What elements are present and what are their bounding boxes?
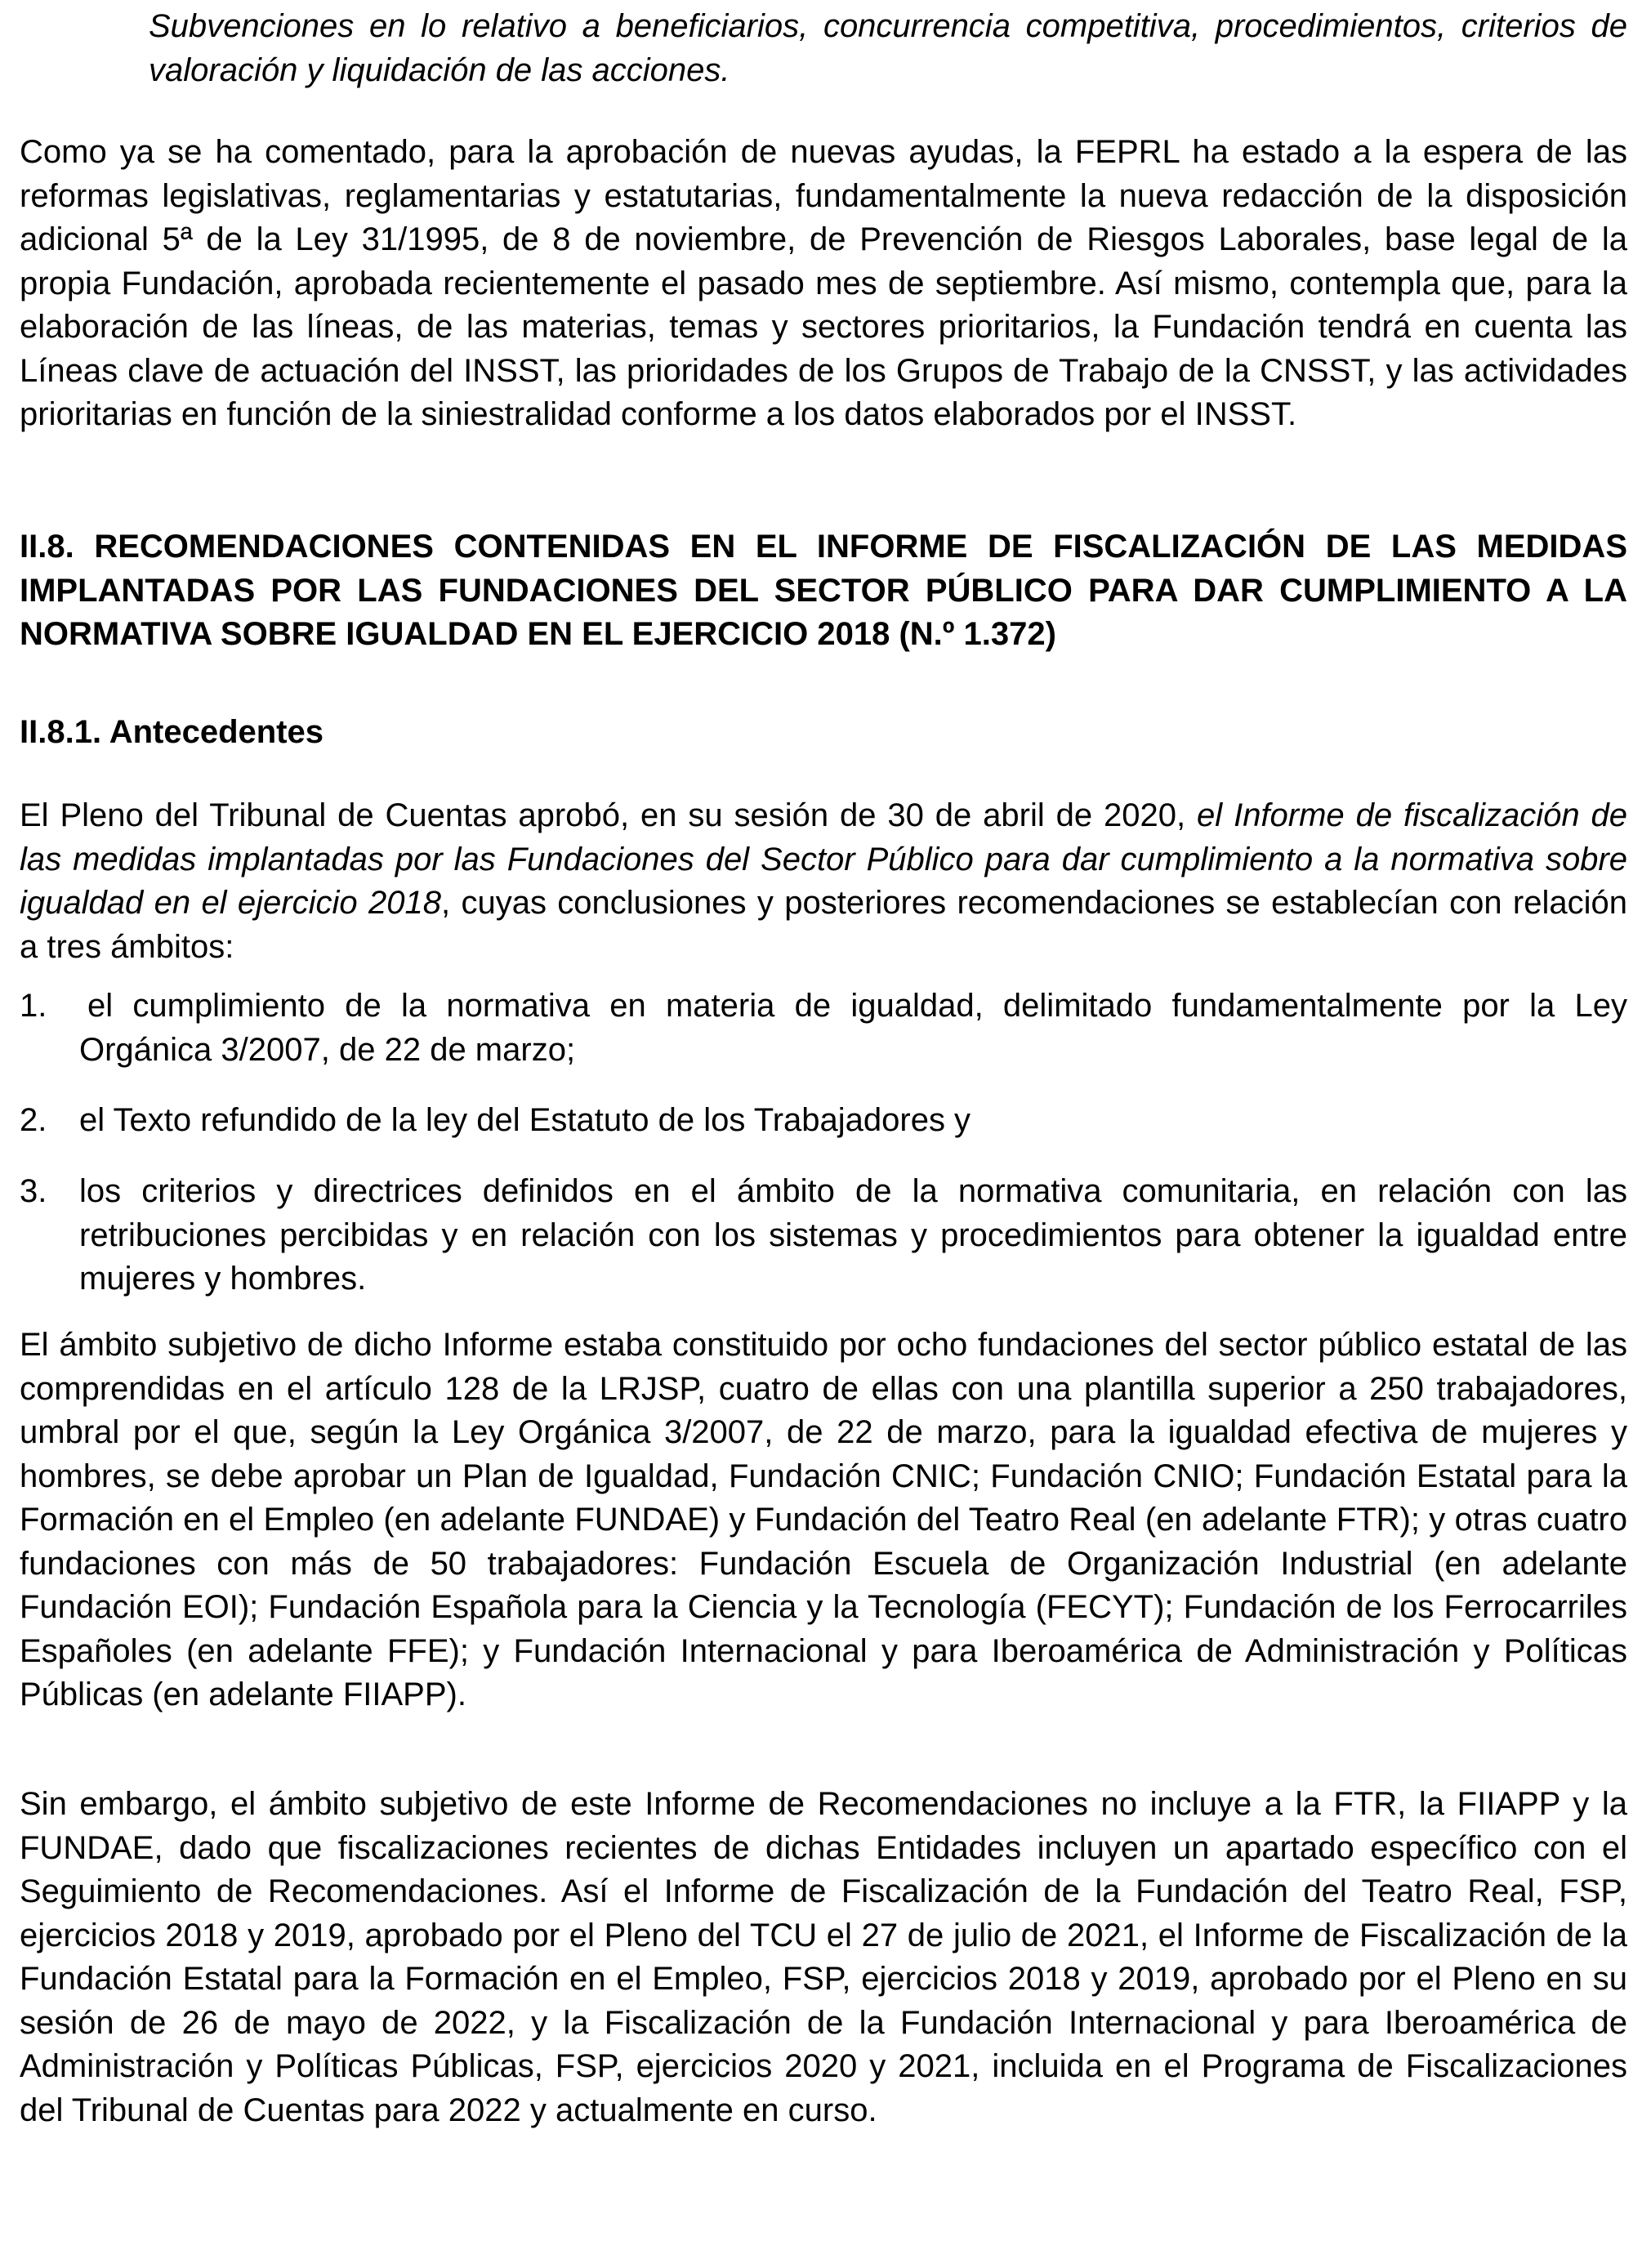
list-item-number: 2. xyxy=(20,1102,47,1138)
section-heading: II.8. RECOMENDACIONES CONTENIDAS EN EL INFORME DE FISCALIZACIÓN DE LAS MEDIDAS IMPLANTADAS POR LAS FUNDACIONES DEL SECTOR PÚBLICO PARA DAR CUMPLIMIENTO A LA NORMATIVA SOBRE IGUALDAD EN EL EJERCICIO 2018 (N.º 1.372) xyxy=(20,529,1627,652)
paragraph-feprl: Como ya se ha comentado, para la aprobación de nuevas ayudas, la FEPRL ha estado a la espera de las reformas legislativas, reglamentarias y estatutarias, fundamentalmente la nueva redacción de la disposición adicional 5ª de la Ley 31/1995, de 8 de noviembre, de Prevención de Riesgos Laborales, base legal de la propia Fundación, aprobada recientemente el pasado mes de septiembre. Así mismo, contempla que, para la elaboración de las líneas, de las materias, temas y sectores prioritarios, la Fundación tendrá en cuenta las Líneas clave de actuación del INSST, las prioridades de los Grupos de Trabajo de la CNSST, y las actividades prioritarias en función de la siniestralidad conforme a los datos elaborados por el INSST. xyxy=(20,134,1627,432)
paragraph-pleno xyxy=(20,794,1627,969)
list-item xyxy=(20,1170,1627,1301)
list-item-number: 1. xyxy=(20,988,47,1024)
list-item-number: 3. xyxy=(20,1173,47,1209)
subsection-heading: II.8.1. Antecedentes xyxy=(20,714,324,750)
intro-continuation: Subvenciones en lo relativo a beneficiarios, concurrencia competitiva, procedimientos, criterios de valoración y liquidación de las acciones. xyxy=(149,8,1627,88)
list-item xyxy=(20,1099,1627,1143)
list-item-text: el cumplimiento de la normativa en materia de igualdad, delimitado fundamentalmente por la Ley Orgánica 3/2007, de 22 de marzo; xyxy=(79,988,1627,1068)
list-item-text: los criterios y directrices definidos en el ámbito de la normativa comunitaria, en relación con las retribuciones percibidas y en relación con los sistemas y procedimientos para obtener la igualdad entre mujeres y hombres. xyxy=(79,1173,1627,1297)
paragraph-ambito: El ámbito subjetivo de dicho Informe estaba constituido por ocho fundaciones del sector público estatal de las comprendidas en el artículo 128 de la LRJSP, cuatro de ellas con una plantilla superior a 250 trabajadores, umbral por el que, según la Ley Orgánica 3/2007, de 22 de marzo, para la igualdad efectiva de mujeres y hombres, se debe aprobar un Plan de Igualdad, Fundación CNIC; Fundación CNIO; Fundación Estatal para la Formación en el Empleo (en adelante FUNDAE) y Fundación del Teatro Real (en adelante FTR); y otras cuatro fundaciones con más de 50 trabajadores: Fundación Escuela de Organización Industrial (en adelante Fundación EOI); Fundación Española para la Ciencia y la Tecnología (FECYT); Fundación de los Ferrocarriles Españoles (en adelante FFE); y Fundación Internacional y para Iberoamérica de Administración y Políticas Públicas (en adelante FIIAPP). xyxy=(20,1327,1627,1712)
paragraph-pleno-lead: El Pleno del Tribunal de Cuentas aprobó, en su sesión de 30 de abril de 2020, xyxy=(20,797,1198,833)
paragraph-sin-embargo: Sin embargo, el ámbito subjetivo de este Informe de Recomendaciones no incluye a la FTR, la FIIAPP y la FUNDAE, dado que fiscalizaciones recientes de dichas Entidades incluyen un apartado específico con el Seguimiento de Recomendaciones. Así el Informe de Fiscalización de la Fundación del Teatro Real, FSP, ejercicios 2018 y 2019, aprobado por el Pleno del TCU el 27 de julio de 2021, el Informe de Fiscalización de la Fundación Estatal para la Formación en el Empleo, FSP, ejercicios 2018 y 2019, aprobado por el Pleno en su sesión de 26 de mayo de 2022, y la Fiscalización de la Fundación Internacional y para Iberoamérica de Administración y Políticas Públicas, FSP, ejercicios 2020 y 2021, incluida en el Programa de Fiscalizaciones del Tribunal de Cuentas para 2022 y actualmente en curso. xyxy=(20,1786,1627,2128)
report-title: el Informe de fiscalización de las medidas implantadas por las Fundaciones del Sector Público para dar cumplimiento a la normativa sobre igualdad en el ejercicio 2018 xyxy=(20,797,1627,921)
list-item xyxy=(20,984,1627,1072)
list-item-text: el Texto refundido de la ley del Estatuto de los Trabajadores y xyxy=(79,1102,971,1138)
paragraph-pleno-tail: , cuyas conclusiones y posteriores recomendaciones se establecían con relación a tres ámbitos: xyxy=(20,885,1627,965)
